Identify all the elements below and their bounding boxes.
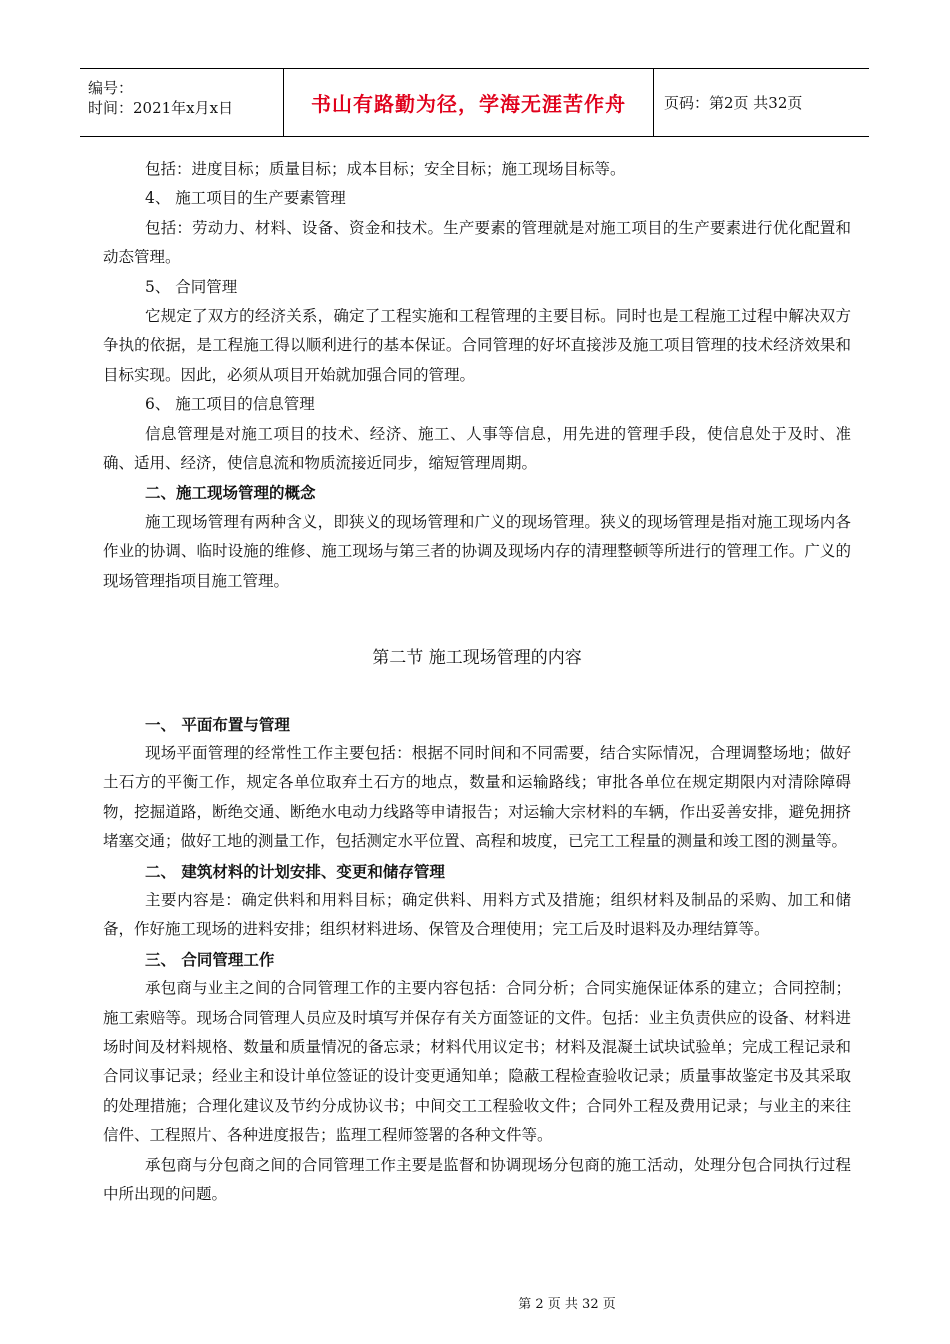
heading-contract-management: 5、 合同管理 — [145, 277, 238, 296]
paragraph-layout-management: 现场平面管理的经常性工作主要包括：根据不同时间和不同需要，结合实际情况，合理调整场地；做好土石方的平衡工作，规定各单位取弃土石方的地点，数量和运输路线；审批各单位在规定期限内对清除障碍物，挖掘道路，断绝交通、断绝水电动力线路等申请报告；对运输大宗材料的车辆，作出妥善安排，避免拥挤堵塞交通；做好工地的测量工作，包括测定水平位置、高程和坡度，已完工工程量的测量和竣工图的测量等。 — [103, 743, 851, 851]
paragraph-materials-management: 主要内容是：确定供料和用料目标；确定供料、用料方式及措施；组织材料及制品的采购、加工和储备，作好施工现场的进料安排；组织材料进场、保管及合理使用；完工后及时退料及办理结算等。 — [103, 890, 851, 939]
heading-site-management-concept: 二、施工现场管理的概念 — [145, 483, 316, 503]
paragraph-contract-work-subcontractor: 承包商与分包商之间的合同管理工作主要是监督和协调现场分包商的施工活动，处理分包合同执行过程中所出现的问题。 — [103, 1155, 851, 1203]
paragraph-site-management-concept: 施工现场管理有两种含义，即狭义的现场管理和广义的现场管理。狭义的现场管理是指对施工现场内各作业的协调、临时设施的维修、施工现场与第三者的协调及现场内存的清理整顿等所进行的管理工作。广义的现场管理指项目施工管理。 — [103, 512, 851, 590]
header-page-info: 页码：第2页 共32页 — [664, 94, 803, 112]
heading-layout-management: 一、 平面布置与管理 — [145, 714, 290, 734]
heading-information-management: 6、 施工项目的信息管理 — [145, 395, 315, 414]
paragraph-information-management: 信息管理是对施工项目的技术、经济、施工、人事等信息，用先进的管理手段，使信息处于及时、准确、适用、经济，使信息流和物质流接近同步，缩短管理周期。 — [103, 424, 851, 473]
page-header — [80, 68, 869, 137]
doc-time-label: 时间：2021年x月x日 — [88, 99, 234, 117]
paragraph-production-factors: 包括：劳动力、材料、设备、资金和技术。生产要素的管理就是对施工项目的生产要素进行优化配置和动态管理。 — [103, 218, 851, 267]
doc-number-label: 编号： — [88, 79, 134, 97]
heading-production-factors: 4、 施工项目的生产要素管理 — [145, 189, 346, 208]
paragraph-goals: 包括：进度目标；质量目标；成本目标；安全目标；施工现场目标等。 — [145, 160, 626, 178]
header-motto: 书山有路勤为径，学海无涯苦作舟 — [311, 92, 626, 116]
header-motto-cell — [284, 69, 654, 136]
paragraph-contract-management: 它规定了双方的经济关系，确定了工程实施和工程管理的主要目标。同时也是工程施工过程中解决双方争执的依据，是工程施工得以顺利进行的基本保证。合同管理的好坏直接涉及施工项目管理的技术经济效果和目标实现。因此，必须从项目开始就加强合同的管理。 — [103, 307, 851, 384]
header-meta-cell — [80, 69, 284, 136]
heading-materials-management: 二、 建筑材料的计划安排、变更和储存管理 — [145, 861, 445, 881]
paragraph-contract-work-owner: 承包商与业主之间的合同管理工作的主要内容包括：合同分析；合同实施保证体系的建立；合同控制；施工索赔等。现场合同管理人员应及时填写并保存有关方面签证的文件。包括：业主负责供应的设备、材料进场时间及材料规格、数量和质量情况的备忘录；材料代用议定书；材料及混凝土试块试验单；完成工程记录和合同议事记录；经业主和设计单位签证的设计变更通知单；隐蔽工程检查验收记录；质量事故鉴定书及其采取的处理措施；合理化建议及节约分成协议书；中间交工工程验收文件；合同外工程及费用记录；与业主的来往信件、工程照片、各种进度报告；监理工程师签署的各种文件等。 — [103, 979, 851, 1145]
header-page-cell — [654, 69, 869, 136]
section-title: 第二节 施工现场管理的内容 — [372, 648, 582, 669]
heading-contract-work: 三、 合同管理工作 — [145, 949, 275, 969]
page-footer: 第 2 页 共 32 页 — [518, 1297, 616, 1312]
document-body — [103, 155, 851, 1209]
